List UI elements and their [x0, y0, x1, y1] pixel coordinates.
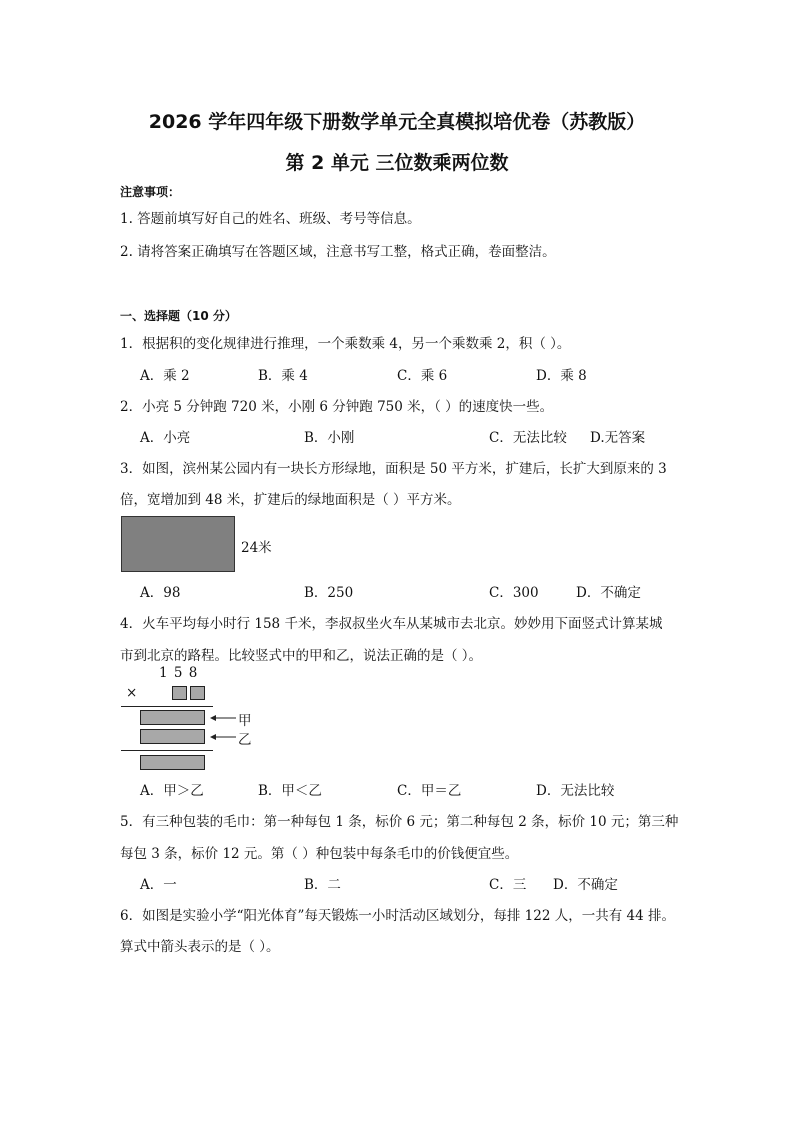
section-heading: 一、选择题（10 分）: [120, 309, 237, 323]
times-sign: ×: [126, 685, 138, 701]
q4-option-c: C．甲＝乙: [397, 783, 462, 799]
label-yi: 乙: [238, 732, 252, 748]
q5-option-c: C．三: [489, 877, 527, 893]
question-4-text-line2: 市到北京的路程。比较竖式中的甲和乙，说法正确的是（ ）。: [120, 648, 483, 664]
q5-option-a: A．一: [140, 877, 177, 893]
q3-option-a: A．98: [140, 585, 181, 601]
multiplicand-digits: 1 5 8: [159, 665, 199, 681]
page-subtitle: 第 2 单元 三位数乘两位数: [285, 152, 509, 174]
q2-option-d: D.无答案: [590, 430, 646, 446]
product-rule-line: [121, 706, 213, 707]
arrows-svg: [208, 708, 238, 748]
question-5-text-line2: 每包 3 条，标价 12 元。第（ ）种包装中每条毛巾的价钱便宜些。: [120, 846, 519, 862]
multiplier-digit-box: [190, 686, 205, 700]
sum-rule-line: [121, 750, 213, 751]
question-5-text-line1: 5．有三种包装的毛巾：第一种每包 1 条，标价 6 元；第二种每包 2 条，标价 10 元；第三种: [120, 814, 679, 830]
label-jia: 甲: [238, 713, 252, 729]
question-1-text: 1．根据积的变化规律进行推理，一个乘数乘 4，另一个乘数乘 2，积（ ）。: [120, 336, 571, 352]
q1-option-c: C．乘 6: [397, 368, 448, 384]
notice-heading: 注意事项：: [120, 185, 181, 199]
q5-option-d: D．不确定: [553, 877, 618, 893]
notice-item: 1. 答题前填写好自己的姓名、班级、考号等信息。: [120, 211, 421, 227]
q4-option-a: A．甲＞乙: [140, 783, 204, 799]
page-title: 2026 学年四年级下册数学单元全真模拟培优卷（苏教版）: [148, 111, 646, 133]
question-6-text-line2: 算式中箭头表示的是（ ）。: [120, 939, 280, 955]
partial-product-yi: [140, 729, 205, 744]
multiplier-digit-box: [172, 686, 187, 700]
q2-option-b: B．小刚: [304, 430, 355, 446]
q5-option-b: B．二: [304, 877, 341, 893]
partial-product-jia: [140, 710, 205, 725]
rectangle-figure: [121, 516, 235, 572]
question-4-text-line1: 4．火车平均每小时行 158 千米，李叔叔坐火车从某城市去北京。妙妙用下面竖式计算某城: [120, 616, 663, 632]
q4-option-b: B．甲＜乙: [258, 783, 322, 799]
arrow-head-yi: [210, 734, 216, 740]
q2-option-a: A．小亮: [140, 430, 191, 446]
question-6-text-line1: 6．如图是实验小学“阳光体育”每天锻炼一小时活动区域划分，每排 122 人，一共有 44 排。: [120, 908, 676, 924]
q2-option-c: C．无法比较: [489, 430, 567, 446]
rectangle-width-label: 24米: [241, 540, 272, 556]
q1-option-a: A．乘 2: [140, 368, 190, 384]
q3-option-b: B．250: [304, 585, 354, 601]
arrow-head-jia: [210, 715, 216, 721]
q3-option-c: C．300: [489, 585, 539, 601]
q1-option-d: D．乘 8: [536, 368, 587, 384]
notice-item: 2. 请将答案正确填写在答题区域，注意书写工整，格式正确，卷面整洁。: [120, 244, 556, 260]
q1-option-b: B．乘 4: [258, 368, 308, 384]
q3-option-d: D．不确定: [576, 585, 641, 601]
question-3-text-line2: 倍，宽增加到 48 米，扩建后的绿地面积是（ ）平方米。: [120, 492, 461, 508]
question-3-text-line1: 3．如图，滨州某公园内有一块长方形绿地，面积是 50 平方米，扩建后，长扩大到原来的 3: [120, 461, 667, 477]
question-2-text: 2．小亮 5 分钟跑 720 米，小刚 6 分钟跑 750 米，（ ）的速度快一些。: [120, 399, 554, 415]
q4-option-d: D．无法比较: [536, 783, 615, 799]
final-product-box: [140, 755, 205, 770]
